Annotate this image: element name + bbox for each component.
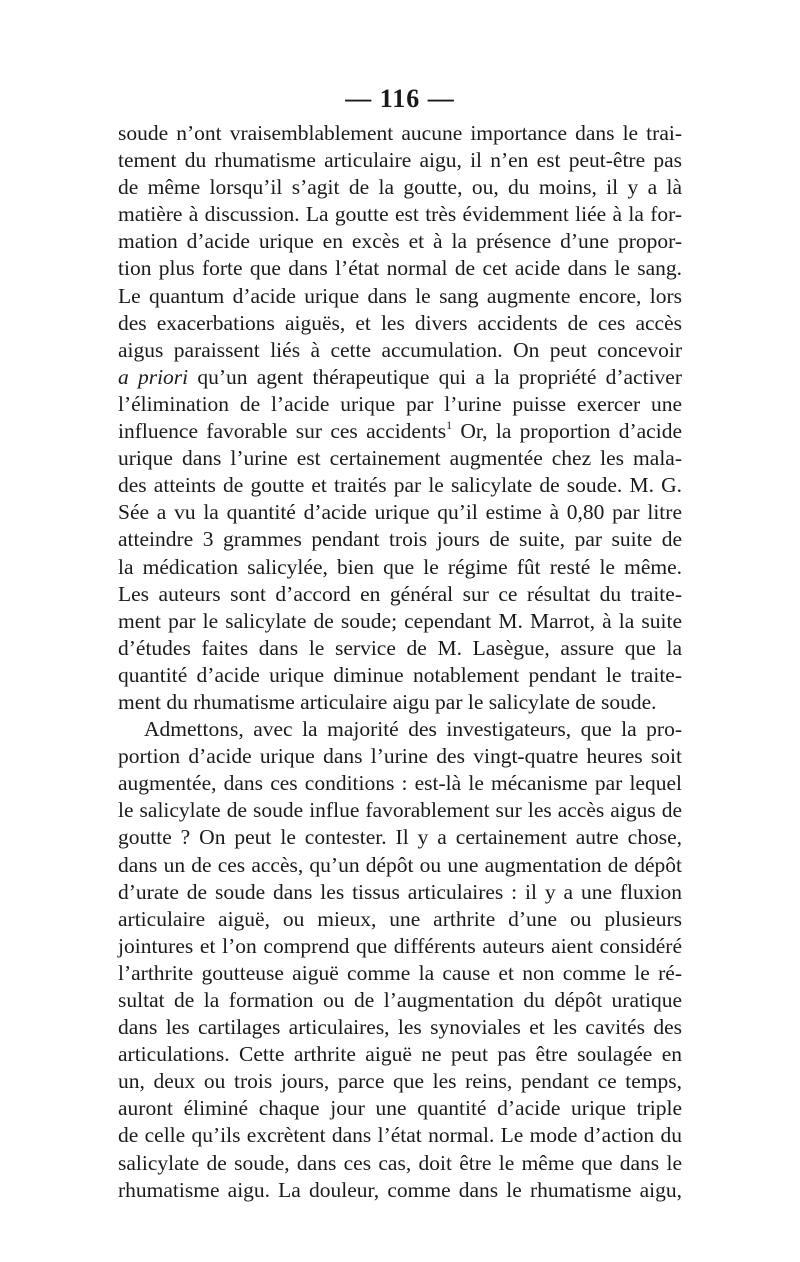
italic-a-priori: a priori	[118, 364, 189, 389]
text-line: des exacerbations aiguës, et les divers accidents de ces accès	[118, 310, 682, 335]
text-line: articulaire aiguë, ou mieux, une arthrite d’une ou plusieurs	[118, 906, 682, 931]
text-line: Le quantum d’acide urique dans le sang augmente encore, lors	[118, 283, 682, 308]
text-line: la médication salicylée, bien que le régime fût resté le même.	[118, 554, 682, 579]
text-line: Sée a vu la quantité d’acide urique qu’il estime à 0,80 par litre	[118, 500, 682, 525]
text-line: Les auteurs sont d’accord en général sur ce résultat du traite-	[118, 581, 682, 606]
text-line: des atteints de goutte et traités par le salicylate de soude. M. G.	[118, 473, 682, 498]
text-line: atteindre 3 grammes pendant trois jours de suite, par suite de	[118, 527, 682, 552]
text-line: goutte ? On peut le contester. Il y a certainement autre chose,	[118, 825, 682, 850]
text-line	[118, 418, 682, 445]
text-line: l’arthrite goutteuse aiguë comme la cause et non comme le ré-	[118, 960, 682, 985]
text-line: aigus paraissent liés à cette accumulation. On peut concevoir	[118, 337, 682, 362]
text-line: salicylate de soude, dans ces cas, doit être le même que dans le	[118, 1150, 682, 1175]
text-line: d’études faites dans le service de M. Lasègue, assure que la	[118, 635, 682, 660]
text-line: ment du rhumatisme articulaire aigu par le salicylate de soude.	[118, 689, 657, 714]
text-line: d’urate de soude dans les tissus articulaires : il y a une fluxion	[118, 879, 682, 904]
text-line: quantité d’acide urique diminue notablement pendant le traite-	[118, 662, 682, 687]
text-line: tement du rhumatisme articulaire aigu, il n’en est peut-être pas	[118, 148, 682, 173]
text-line-part: Or, la proportion d’acide	[460, 419, 682, 444]
text-line: soude n’ont vraisemblablement aucune importance dans le trai-	[118, 121, 682, 145]
text-line: sultat de la formation ou de l’augmentation du dépôt uratique	[118, 988, 682, 1012]
text-line: rhumatisme aigu. La douleur, comme dans le rhumatisme aigu,	[118, 1177, 682, 1202]
text-line: urique dans l’urine est certainement augmentée chez les mala-	[118, 446, 682, 471]
text-line: de celle qu’ils excrètent dans l’état normal. Le mode d’action du	[118, 1123, 682, 1148]
text-line: auront éliminé chaque jour une quantité d’acide urique triple	[118, 1096, 682, 1121]
text-line-rest: qu’un agent thérapeutique qui a la propriété d’activer	[197, 364, 683, 389]
body-text	[118, 120, 682, 1204]
text-line: un, deux ou trois jours, parce que les reins, pendant ce temps,	[118, 1069, 682, 1094]
text-line: jointures et l’on comprend que différents auteurs aient considéré	[118, 933, 682, 958]
text-line: ment par le salicylate de soude; cependant M. Marrot, à la suite	[118, 608, 682, 633]
text-line-part: influence favorable sur ces accidents	[118, 419, 447, 444]
text-line: tion plus forte que dans l’état normal de cet acide dans le sang.	[118, 256, 682, 281]
text-line: articulations. Cette arthrite aiguë ne peut pas être soulagée en	[118, 1042, 682, 1067]
text-line: mation d’acide urique en excès et à la présence d’une propor-	[118, 229, 682, 254]
text-line: dans un de ces accès, qu’un dépôt ou une augmentation de dépôt	[118, 852, 682, 877]
footnote-marker: 1	[446, 418, 453, 433]
text-line: l’élimination de l’acide urique par l’urine puisse exercer une	[118, 391, 682, 416]
text-line: augmentée, dans ces conditions : est-là le mécanisme par lequel	[118, 771, 682, 796]
text-line: matière à discussion. La goutte est très évidemment liée à la for-	[118, 202, 682, 227]
page-number: — 116 —	[345, 84, 455, 113]
text-line: le salicylate de soude influe favorablement sur les accès aigus de	[118, 798, 682, 823]
text-line: dans les cartilages articulaires, les synoviales et les cavités des	[118, 1015, 682, 1040]
text-line	[118, 364, 682, 391]
text-line: de même lorsqu’il s’agit de la goutte, ou, du moins, il y a là	[118, 175, 682, 200]
text-line: portion d’acide urique dans l’urine des vingt-quatre heures soit	[118, 744, 682, 769]
text-line: Admettons, avec la majorité des investigateurs, que la pro-	[144, 717, 682, 742]
